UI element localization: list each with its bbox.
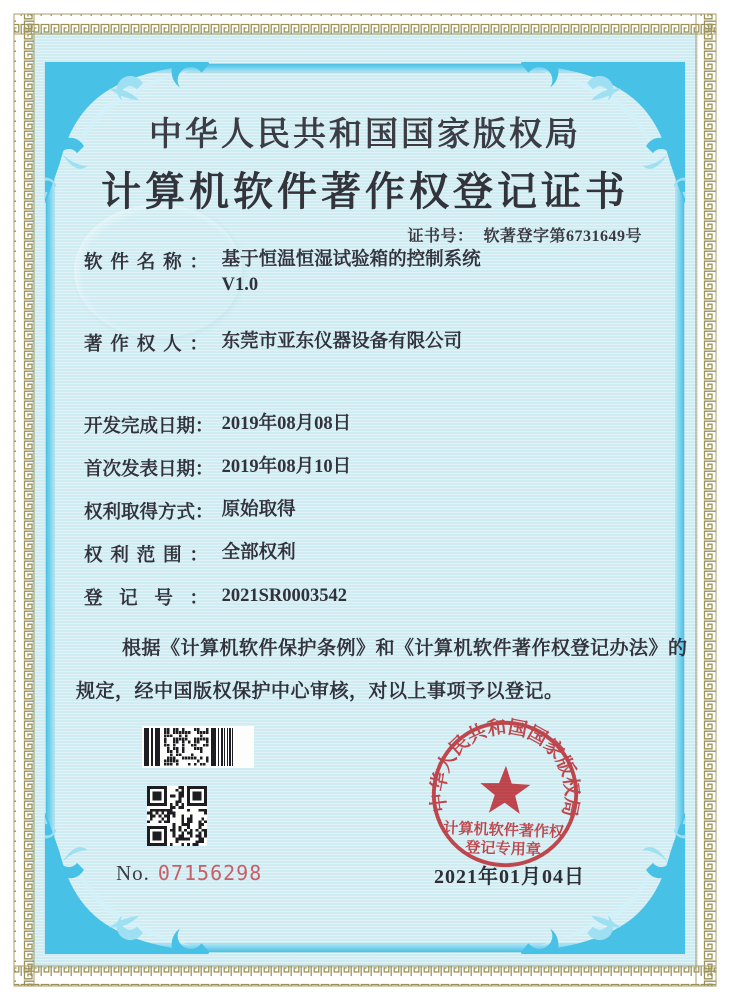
certificate-number-label: 证书号：	[407, 228, 474, 245]
statement-line-1: 根据《计算机软件保护条例》和《计算机软件著作权登记办法》的	[122, 638, 688, 659]
field-rights-scope	[84, 541, 296, 567]
field-label: 权利取得方式：	[84, 503, 214, 523]
seal-text-line2: 登记专用章	[465, 840, 542, 859]
seal-text-line1: 计算机软件著作权	[443, 820, 565, 842]
field-first-publish-date	[84, 455, 351, 481]
field-registration-number	[84, 584, 347, 610]
qr-code-icon	[147, 786, 207, 846]
serial-number-line	[116, 861, 262, 886]
field-label: 软件名称：	[84, 253, 208, 273]
field-label: 登记号：	[84, 589, 208, 609]
field-label: 首次发表日期：	[84, 460, 214, 480]
field-copyright-owner	[84, 330, 462, 356]
field-software-name	[84, 248, 481, 297]
field-value: 原始取得	[221, 500, 296, 520]
certificate-title: 计算机软件著作权登记证书	[101, 169, 629, 214]
seal-ring-text: 中华人民共和国国家版权局	[427, 717, 583, 819]
issuing-authority-title: 中华人民共和国国家版权局	[149, 117, 581, 153]
official-red-seal-icon	[424, 713, 585, 874]
serial-prefix: No.	[116, 861, 150, 885]
field-acquisition-method	[84, 498, 296, 524]
field-label: 权利范围：	[84, 546, 208, 566]
field-value: 2019年08月08日	[221, 414, 352, 434]
serial-number: 07156298	[157, 861, 263, 885]
certificate-number-line	[407, 223, 642, 246]
field-value: 东莞市亚东仪器设备有限公司	[221, 332, 463, 352]
issue-date: 2021年01月04日	[434, 866, 585, 888]
field-label: 著作权人：	[84, 335, 208, 355]
field-value: 全部权利	[221, 543, 296, 563]
field-dev-complete-date	[84, 412, 351, 438]
field-value: 2019年08月10日	[221, 457, 352, 477]
barcode-icon	[142, 726, 254, 768]
field-label: 开发完成日期：	[84, 417, 214, 437]
field-value: 2021SR0003542	[221, 586, 348, 606]
statement-line-2: 规定，经中国版权保护中心审核，对以上事项予以登记。	[76, 681, 564, 702]
certificate-number-value: 软著登字第6731649号	[483, 228, 642, 245]
field-value: 基于恒温恒湿试验箱的控制系统 V1.0	[221, 250, 481, 295]
star-icon	[479, 765, 531, 814]
